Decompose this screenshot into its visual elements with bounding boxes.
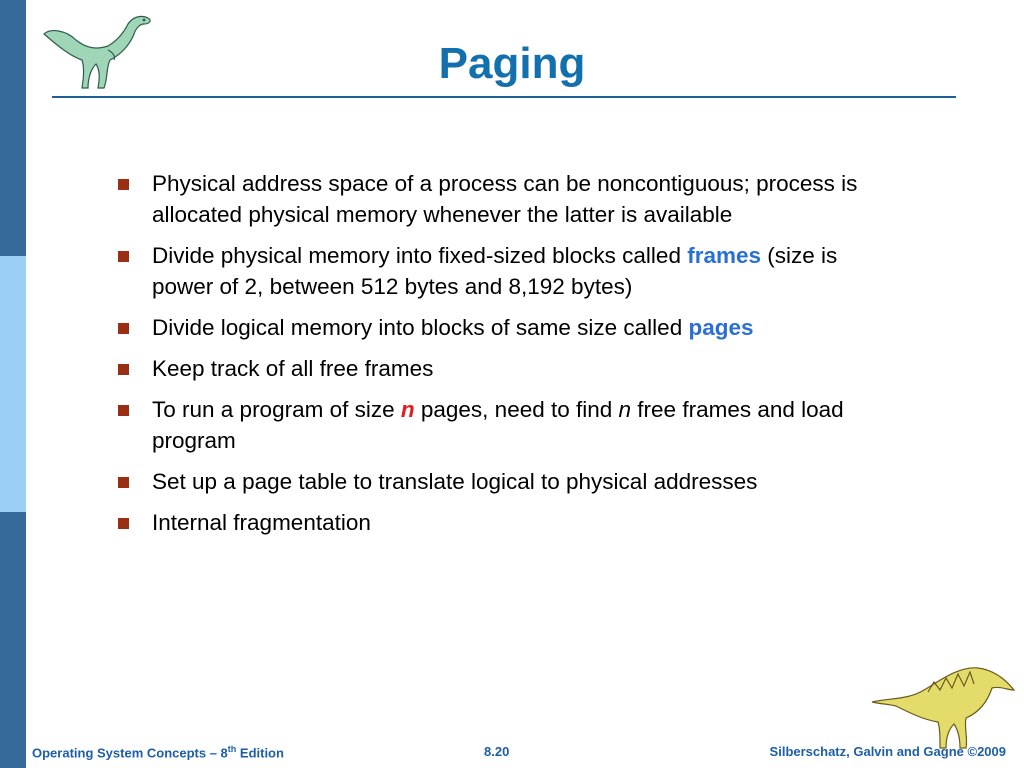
- bullet-item: [114, 312, 874, 343]
- bullet-item: [114, 353, 874, 384]
- footer-copyright: Silberschatz, Galvin and Gagne ©2009: [769, 744, 1006, 759]
- bullet-text: Physical address space of a process can be noncontiguous; process is allocated physical memory whenever the latter is available: [152, 171, 858, 227]
- keyword-highlight: frames: [687, 243, 762, 268]
- variable-highlight: n: [400, 397, 415, 422]
- square-bullet-icon: [118, 323, 129, 334]
- square-bullet-icon: [118, 518, 129, 529]
- bullet-text: (size is power of 2, between 512 bytes and 8,192 bytes): [152, 243, 838, 299]
- keyword-highlight: pages: [688, 315, 754, 340]
- variable-italic: n: [618, 397, 632, 422]
- bullet-item: [114, 466, 874, 497]
- footer-book-title-prefix: Operating System Concepts – 8: [32, 745, 228, 761]
- bullet-text: To run a program of size: [152, 397, 401, 422]
- bullet-text: pages, need to find: [414, 397, 619, 422]
- bullet-text: Divide physical memory into fixed-sized blocks called: [152, 243, 688, 268]
- footer-book-title-suffix: Edition: [236, 745, 284, 761]
- square-bullet-icon: [118, 251, 129, 262]
- bullet-item: [114, 240, 874, 302]
- bullet-item: [114, 394, 874, 456]
- footer-edition-superscript: th: [227, 744, 237, 754]
- bullet-list: [114, 168, 874, 548]
- page-title: Paging: [438, 39, 586, 88]
- square-bullet-icon: [118, 179, 129, 190]
- square-bullet-icon: [118, 364, 129, 375]
- bullet-item: [114, 168, 874, 230]
- bullet-text: free frames and load program: [152, 397, 844, 453]
- title-divider: [52, 96, 956, 98]
- sidebar-middle-block: [0, 256, 26, 512]
- bullet-item: [114, 507, 874, 538]
- bullet-text: Set up a page table to translate logical to physical addresses: [152, 469, 758, 494]
- footer-slide-number: 8.20: [484, 744, 510, 759]
- sidebar-bottom-block: [0, 512, 26, 768]
- square-bullet-icon: [118, 405, 129, 416]
- dinosaur-icon: [868, 660, 1018, 752]
- bullet-text: Keep track of all free frames: [152, 356, 434, 381]
- bullet-text: Internal fragmentation: [152, 510, 371, 535]
- bullet-text: Divide logical memory into blocks of same size called: [152, 315, 689, 340]
- footer-book-title: [32, 744, 284, 760]
- square-bullet-icon: [118, 477, 129, 488]
